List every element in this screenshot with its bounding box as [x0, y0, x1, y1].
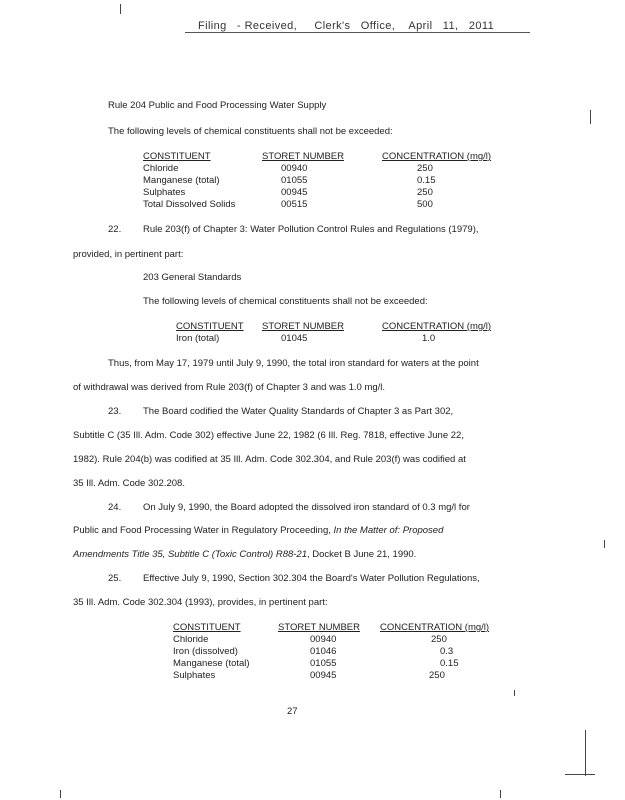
para-23-line-4: 35 Ill. Adm. Code 302.208.: [73, 478, 185, 489]
scan-mark: [500, 790, 501, 798]
cell-storet: 00945: [281, 187, 308, 198]
cell-concentration: 0.3: [440, 646, 454, 657]
cell-storet: 01045: [281, 333, 308, 344]
proceeding-title-italic: In the Matter of: Proposed: [333, 525, 444, 536]
cell-concentration: 250: [417, 187, 433, 198]
cell-constituent: Sulphates: [143, 187, 186, 198]
para-25-number: 25.: [108, 573, 122, 584]
cell-concentration: 0.15: [417, 175, 436, 186]
para-25-line-2: 35 Ill. Adm. Code 302.304 (1993), provides, in pertinent part:: [73, 597, 328, 608]
header-constituent: CONSTITUENT: [173, 622, 241, 633]
general-standards-heading: 203 General Standards: [143, 272, 242, 283]
cell-concentration: 250: [431, 634, 447, 645]
scan-mark: [585, 730, 586, 776]
scan-mark: [514, 690, 515, 696]
para-22-line-2: provided, in pertinent part:: [73, 249, 184, 260]
thus-line-2: of withdrawal was derived from Rule 203(f) of Chapter 3 and was 1.0 mg/l.: [73, 382, 386, 393]
cell-storet: 00940: [281, 163, 308, 174]
cell-concentration: 250: [417, 163, 433, 174]
header-storet-number: STORET NUMBER: [278, 622, 360, 633]
scan-mark: [120, 4, 121, 14]
para-23-line-3: 1982). Rule 204(b) was codified at 35 Ill. Adm. Code 302.304, and Rule 203(f) was codified at: [73, 454, 466, 465]
rule-204-heading: Rule 204 Public and Food Processing Water Supply: [108, 100, 327, 111]
cell-storet: 01046: [310, 646, 337, 657]
page-number: 27: [287, 706, 298, 717]
para-24-number: 24.: [108, 502, 122, 513]
filing-header: Filing - Received, Clerk's Office, April 11, 2011: [198, 20, 495, 32]
cell-storet: 00945: [310, 670, 337, 681]
header-concentration: CONCENTRATION (mg/l): [382, 321, 492, 332]
para-22-number: 22.: [108, 224, 122, 235]
cell-constituent: Iron (dissolved): [173, 646, 238, 657]
header-rule: [185, 32, 530, 33]
cell-constituent: Manganese (total): [143, 175, 220, 186]
thus-line-1: Thus, from May 17, 1979 until July 9, 1990, the total iron standard for waters at the point: [108, 358, 479, 369]
header-storet-number: STORET NUMBER: [262, 151, 344, 162]
cell-constituent: Iron (total): [176, 333, 220, 344]
cell-concentration: 250: [429, 670, 445, 681]
cell-constituent: Chloride: [173, 634, 209, 645]
scan-mark: [565, 774, 595, 775]
para-22-line-1: Rule 203(f) of Chapter 3: Water Pollution Control Rules and Regulations (1979),: [143, 224, 479, 235]
cell-storet: 00940: [310, 634, 337, 645]
header-concentration: CONCENTRATION (mg/l): [382, 151, 492, 162]
following-levels-text-1: The following levels of chemical constituents shall not be exceeded:: [108, 126, 393, 137]
para-23-line-1: The Board codified the Water Quality Standards of Chapter 3 as Part 302,: [143, 406, 454, 417]
para-24-line-3: [73, 549, 416, 560]
para-24-line-1: On July 9, 1990, the Board adopted the dissolved iron standard of 0.3 mg/l for: [143, 502, 470, 513]
para-25-line-1: Effective July 9, 1990, Section 302.304 the Board's Water Pollution Regulations,: [143, 573, 480, 584]
para-23-number: 23.: [108, 406, 122, 417]
cell-storet: 01055: [310, 658, 337, 669]
scan-mark: [604, 540, 605, 548]
header-concentration: CONCENTRATION (mg/l): [380, 622, 490, 633]
following-levels-text-2: The following levels of chemical constituents shall not be exceeded:: [143, 296, 428, 307]
para-23-line-2: Subtitle C (35 Ill. Adm. Code 302) effective June 22, 1982 (6 Ill. Reg. 7818, effective June 22,: [73, 430, 464, 441]
cell-constituent: Sulphates: [173, 670, 216, 681]
header-storet-number: STORET NUMBER: [262, 321, 344, 332]
cell-concentration: 500: [417, 199, 433, 210]
cell-storet: 01055: [281, 175, 308, 186]
proceeding-title-italic: Amendments Title 35, Subtitle C (Toxic Control) R88-21: [73, 549, 307, 560]
para-24-line-2-text: Public and Food Processing Water in Regulatory Proceeding,: [73, 525, 334, 536]
cell-concentration: 1.0: [422, 333, 436, 344]
header-constituent: CONSTITUENT: [143, 151, 211, 162]
para-24-line-3-text: , Docket B June 21, 1990.: [307, 549, 417, 560]
para-24-line-2: [73, 525, 443, 536]
cell-concentration: 0.15: [440, 658, 459, 669]
cell-constituent: Manganese (total): [173, 658, 250, 669]
cell-storet: 00515: [281, 199, 308, 210]
scan-mark: [590, 110, 591, 124]
cell-constituent: Chloride: [143, 163, 179, 174]
scan-mark: [60, 790, 61, 798]
cell-constituent: Total Dissolved Solids: [143, 199, 236, 210]
header-constituent: CONSTITUENT: [176, 321, 244, 332]
